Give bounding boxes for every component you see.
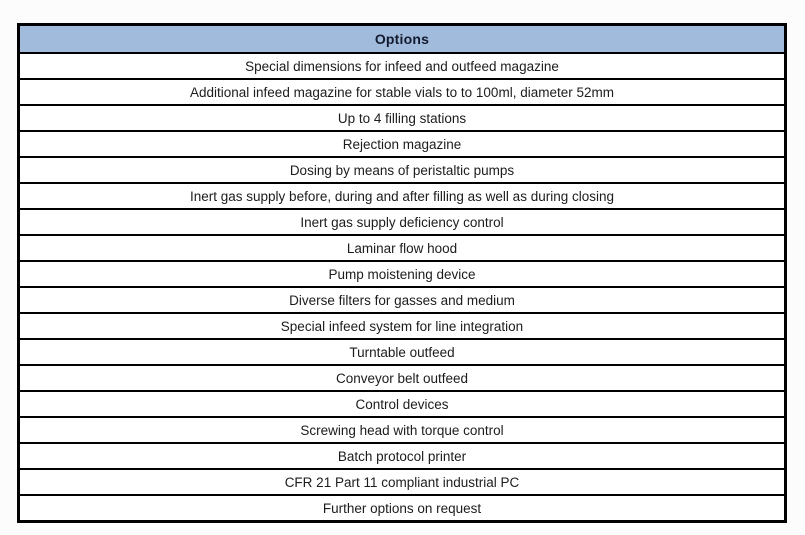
option-cell: Batch protocol printer (19, 443, 786, 469)
option-cell: Inert gas supply deficiency control (19, 209, 786, 235)
option-cell: Special infeed system for line integration (19, 313, 786, 339)
option-cell: Rejection magazine (19, 131, 786, 157)
table-row (19, 443, 786, 469)
option-cell: Diverse filters for gasses and medium (19, 287, 786, 313)
table-row (19, 313, 786, 339)
table-row (19, 105, 786, 131)
table-row (19, 417, 786, 443)
table-row (19, 157, 786, 183)
option-cell: Up to 4 filling stations (19, 105, 786, 131)
table-row (19, 131, 786, 157)
option-cell: Control devices (19, 391, 786, 417)
table-row (19, 287, 786, 313)
option-cell: Pump moistening device (19, 261, 786, 287)
header-row (19, 25, 786, 54)
table-row (19, 209, 786, 235)
option-cell: Turntable outfeed (19, 339, 786, 365)
table-row (19, 79, 786, 105)
option-cell: Dosing by means of peristaltic pumps (19, 157, 786, 183)
options-table (17, 23, 787, 523)
table-row (19, 339, 786, 365)
table-header-options: Options (19, 25, 786, 54)
table-row (19, 53, 786, 79)
table-row (19, 235, 786, 261)
option-cell: Conveyor belt outfeed (19, 365, 786, 391)
options-table-head (19, 25, 786, 54)
table-row (19, 183, 786, 209)
option-cell: Laminar flow hood (19, 235, 786, 261)
option-cell: Screwing head with torque control (19, 417, 786, 443)
option-cell: Further options on request (19, 495, 786, 522)
option-cell: CFR 21 Part 11 compliant industrial PC (19, 469, 786, 495)
options-table-body (19, 53, 786, 522)
option-cell: Inert gas supply before, during and after filling as well as during closing (19, 183, 786, 209)
table-row (19, 391, 786, 417)
table-row (19, 261, 786, 287)
option-cell: Special dimensions for infeed and outfeed magazine (19, 53, 786, 79)
table-row (19, 365, 786, 391)
option-cell: Additional infeed magazine for stable vials to to 100ml, diameter 52mm (19, 79, 786, 105)
table-row (19, 469, 786, 495)
table-row (19, 495, 786, 522)
